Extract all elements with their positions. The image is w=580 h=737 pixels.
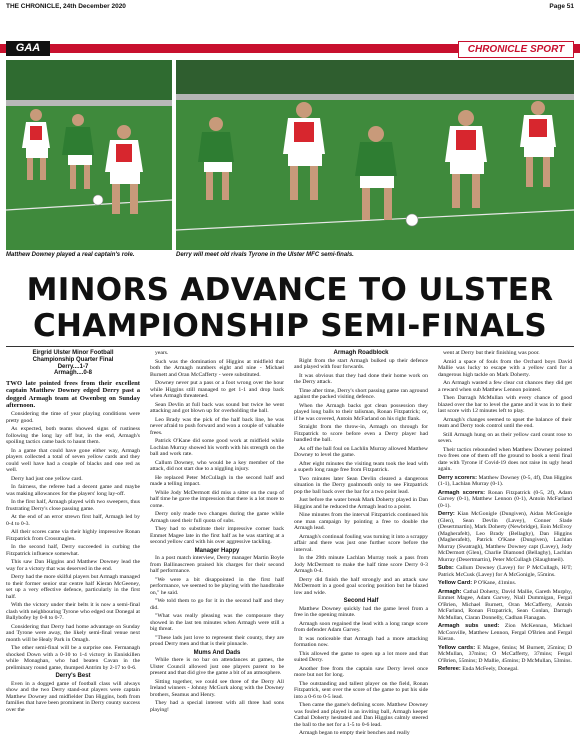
- article-paragraph: This allowed the game to open up a lot more and that suited Derry.: [294, 650, 428, 663]
- lineup-label: Derry scorers:: [438, 474, 477, 481]
- article-paragraph: He replaced Peter McCullagh in the second half and made a telling impact.: [150, 474, 284, 487]
- article-paragraph: Armagh's changes seemed to upset the balance of their team and Derry took control until the end.: [438, 416, 572, 429]
- lineup-label: Armagh subs used:: [438, 623, 500, 629]
- masthead: [0, 0, 580, 12]
- lineup-text: Ronan Fitzpatrick (0-5, 2f), Adam Garvey (0-1), Matthew Lennon (0-1), Antoin McFarland (0-1).: [438, 489, 572, 509]
- article-paragraph: Then Darragh McMullan with every chance of good blazed over the bar to level the game and it was in to their last score with 12 minutes left to play.: [438, 395, 572, 414]
- lineup-text: Cathal Doherty, David Mallie, Gareth Murphy, Emmet Magee, Adam Garvey, Niall Dummigan, Fergal O'Brien, Michael Burnett, Oran McCafferty, Antoin McFarland, Ronan Fitzpatrick, Sean Conlan, Darragh McMullan, Ciaran Donnelly, Cadhan Flanagan.: [438, 588, 572, 621]
- page-number: Page 51: [549, 3, 574, 10]
- article-paragraph: Sean Devlin at full back was sound but twice he went attacking and got blown up for overholding the ball.: [150, 401, 284, 414]
- article-paragraph: Patrick O'Kane did some good work at midfield while Lochlan Murray showed his worth with his strength on the ball and work rate.: [150, 438, 284, 457]
- subheading-derrys-best: Derry's Best: [55, 673, 91, 679]
- match-kicker: [6, 350, 140, 377]
- article-paragraph: This saw Dan Higgins and Matthew Downey lead the way for a victory that was deserved in the end.: [6, 559, 140, 572]
- article-column-3: [294, 350, 428, 736]
- article-paragraph: Matthew Downey quickly had the game level from a free in the opening minute.: [294, 605, 428, 618]
- lineup-text: Matthew Downey (0-5, 4f), Dan Higgins (1-1), Lachlan Murray (0-1).: [438, 474, 572, 487]
- article-paragraph: Straight from the throw-in, Armagh on through for Fitzpatrick to score before even a Derry player had handled the ball.: [294, 424, 428, 443]
- lineup-label: Derry:: [438, 511, 455, 517]
- article-paragraph: Derry had the more skilful players but Armagh managed to their former senior star centre half Kieran McGeeney, set up a very effective defence, particularly in the first half.: [6, 574, 140, 600]
- article-paragraph: went at Derry but their finishing was poor.: [443, 350, 540, 356]
- subheading-armagh-roadblock: Armagh Roadblock: [333, 350, 389, 356]
- article-paragraph: years.: [155, 350, 169, 356]
- article-paragraph: Two minutes later Sean Devlin cleared a dangerous situation in the Derry goalmouth only to see Fitzpatrick pop the ball back over the bar for a two point lead.: [294, 475, 428, 495]
- kicker-score-armagh: Armagh....0-8: [53, 370, 92, 377]
- article-paragraph: Amid a space of fouls from the Orchard boys David Mallie was lucky to escape with a yellow card for a dangerous high tackle on Mark Doherty.: [438, 358, 572, 378]
- article-paragraph: In the second half, Derry succeeded in curbing the Fitzpatrick influence somewhat.: [6, 544, 140, 557]
- article-paragraph: Even in a dogged game of football class will always show and the two Derry stand-out players were captain Matthew Downey and midfielder Dan Higgins, both from families that have been prominent in Derry county success over the: [6, 680, 140, 713]
- article-paragraph: Callum Downey, who would be a key member of the attack, did not start due to a niggling injury.: [150, 459, 284, 472]
- subheading-mums-and-dads: Mums And Dads: [193, 649, 241, 656]
- article-paragraph: With the victory under their belts it is now a semi-final clash with neighbouring Tyrone who edged out Donegal at Ballybofey by 0-8 to 0-7.: [6, 602, 140, 621]
- photo-left-caption: Matthew Downey played a real captain's role.: [6, 252, 135, 258]
- article-paragraph: Armagh's continual fouling was turning it into a scrappy affair and there was just one further score before the interval.: [294, 533, 428, 553]
- photo-right-caption: Derry will meet old rivals Tyrone in the Ulster MFC semi-finals.: [176, 252, 354, 258]
- article-paragraph: Their tactics rebounded when Matthew Downey pointed two frees one of them off the ground to book a semi final date with Tyrone if Covid-19 does not raise its ugly head again.: [438, 446, 572, 472]
- article-column-2: [150, 350, 284, 730]
- lineup-entry: [438, 580, 572, 587]
- lineup-entry: [438, 623, 572, 643]
- article-column-4: [438, 350, 572, 730]
- article-intro: TWO late pointed frees from their excellent captain Matthew Downey edged Derry past a dogged Armagh team at Owenbeg on Sunday afternoon.: [6, 380, 140, 409]
- kicker-competition: Eirgrid Ulster Minor Football: [32, 350, 114, 356]
- article-paragraph: "We told them to go for it in the second half and they did.: [150, 598, 284, 611]
- article-paragraph: After eight minutes the visiting team took the lead with a superb long range free from Fitzpatrick.: [294, 460, 428, 473]
- subheading-manager-happy: Manager Happy: [194, 547, 240, 554]
- article-paragraph: Right from the start Armagh bulked up their defence and played with four forwards.: [294, 357, 428, 370]
- lineup-entry: [438, 645, 572, 665]
- article-paragraph: "What was really pleasing was the composure they showed in the last ten minutes when Armagh were still a big threat.: [150, 613, 284, 632]
- lineup-label: Yellow cards:: [438, 644, 476, 651]
- article-body: [6, 350, 574, 736]
- article-paragraph: In a post match interview, Derry manager Martin Boyle from Ballinascreen praised his charges for their second half performance.: [150, 555, 284, 574]
- headline-line2: CHAMPIONSHIP SEMI-FINALS: [32, 308, 548, 344]
- article-paragraph: In a game that could have gone either way, Armagh players collected a total of seven yellow cards and they could well have had a couple of blacks and one red as well.: [6, 447, 140, 473]
- article-paragraph: "We were a bit disappointed in the first half performance, we seemed to be playing with the handbrake on," he said.: [150, 576, 284, 596]
- photo-left: [6, 60, 172, 250]
- article-paragraph: Another free from the captain saw Derry level once more but not for long.: [294, 665, 428, 678]
- lineup-text: E Magee, 6mins; M Burnett, 25mins; D McMullan, 37mins; O McCafferty, 37mins; Fergal O'Brien, 55mins; D Mallie, 45mins; D McMullan, 53mins.: [438, 644, 572, 664]
- article-paragraph: While Jody McDermott did miss a sitter on the cusp of half time he gave the impression that there is a lot more to come.: [150, 489, 284, 509]
- article-paragraph: "These lads just love to represent their county, they are proud Derry men and that is their pinnacle.: [150, 634, 284, 647]
- article-paragraph: Sitting together, we could see three of the Derry All Ireland winners - Johnny McGurk along with the Downey brothers, Seamus and Henry.: [150, 678, 284, 698]
- lineup-entry: [438, 589, 572, 622]
- article-paragraph: Considering that Derry had home advantage on Sunday and Tyrone were away, the likely semi-final venue next month will be Healy Park in Omagh.: [6, 623, 140, 643]
- lineup-label: Armagh:: [438, 588, 462, 595]
- article-column-1: [6, 350, 140, 730]
- article-paragraph: They had a special interest with all three had sons playing!: [150, 700, 284, 713]
- kicker-round: Championship Quarter Final: [32, 356, 114, 363]
- lineup-entry: [438, 666, 572, 673]
- article-paragraph: Time after time, Derry's short passing game ran aground against the packed visiting defence.: [294, 387, 428, 400]
- article-paragraph: In the first half, Armagh played with two sweepers, thus frustrating Derry's close passing game.: [6, 499, 140, 512]
- article-paragraph: In fairness, the referee had a decent game and maybe was making allowances for the players' long lay-off.: [6, 484, 140, 497]
- article-paragraph: All their scores came via their highly impressive Ronan Fitzpatrick from Crossmaglen.: [6, 529, 140, 542]
- lineup-entry: [438, 475, 572, 488]
- article-paragraph: Nine minutes from the interval Fitzpatrick continued his one man campaign by pointing a free to double the Armagh lead.: [294, 512, 428, 531]
- article-paragraph: The outstanding and tallest player on the field, Ronan Fitzpatrick, sent over the score of the game to put his side into a 0-6 to 0-5 lead.: [294, 680, 428, 700]
- article-paragraph: Considering the time of year playing conditions were pretty good.: [6, 411, 140, 424]
- headline-line1: MINORS ADVANCE TO ULSTER: [26, 272, 554, 308]
- lineup-label: Armagh scorers:: [438, 489, 486, 496]
- lineup-entry: [438, 565, 572, 578]
- lineup-entry: [438, 490, 572, 510]
- article-paragraph: They had to substitute their impressive corner back Emmet Magee late in the first half as he was starting at a second yellow card with his over aggressive tackling.: [150, 526, 284, 545]
- article-paragraph: Derry only made two changes during the game while Armagh used their full quota of subs.: [150, 511, 284, 524]
- article-paragraph: As off the ball foul on Lachlin Murray allowed Matthew Downey to level the game.: [294, 445, 428, 458]
- headline: [0, 272, 580, 344]
- article-paragraph: While there is no bar on attendances at games, the Ulster Council allowed just one players parent to be present and that did give the game a bit of an atmosphere.: [150, 657, 284, 676]
- article-paragraph: Such was the domination of Higgins at midfield that both the Armagh numbers eight and nine - Michael Burnett and Oran McCafferty - were substituted.: [150, 358, 284, 378]
- article-paragraph: It was noticeable that Armagh had a more attacking formation now.: [294, 635, 428, 648]
- article-paragraph: Just before the water break Mark Doherty played in Dan Higgins and he reduced the Armagh lead to a point.: [294, 497, 428, 510]
- article-paragraph: Armagh began to empty their benches and really: [299, 730, 410, 736]
- team-lineups: [438, 475, 572, 673]
- article-paragraph: Still Armagh hung on as their yellow card count rose to seven.: [438, 431, 572, 444]
- lineup-entry: [438, 511, 572, 563]
- lineup-text: P O'Kane, 41mins.: [472, 580, 517, 586]
- subheading-second-half: Second Half: [343, 598, 379, 604]
- article-paragraph: The other semi-final will be a surprise one. Fermanagh shocked Down with a 0-10 to 1-4 victory in Enniskillen while Monaghan, who had beaten Cavan in the preliminary round game, thumped Antrim by 2-17 to 0-6.: [6, 645, 140, 671]
- lineup-text: Zion McKennan, Michael McConville, Matthew Lennon, Fergal O'Brien and Fergal Kieran.: [438, 623, 572, 642]
- lineup-label: Subs:: [438, 565, 454, 571]
- article-paragraph: It was obvious that they had done their home work on the Derry attack.: [294, 372, 428, 385]
- article-paragraph: Then came the game's defining score. Matthew Downey was fouled and played in an inviting ball, Armagh keeper Cathal Doherty hesitated and Dan Higgins calmly steered the ball to the net for a 1-5 to 0-6 lead.: [294, 702, 428, 728]
- lineup-text: Callum Downey (Lavey) for P McCullagh, H/T; Patrick McCusk (Lavey) for A McGonigle, 55mins.: [438, 565, 572, 578]
- kicker-score-derry: Derry....1-7: [57, 363, 89, 370]
- article-paragraph: Armagh soon regained the lead with a long range score from defender Adam Garvey.: [294, 620, 428, 633]
- article-paragraph: As expected, both teams showed signs of rustiness following the long lay off but, in the end, Armagh's spoiling tactics came back to haunt them.: [6, 426, 140, 445]
- lineup-text: Kian McGonigle (Dungiven), Aidan McGonigle (Glen), Sean Devlin (Lavey), Conner Slade (Desertmartin), Mark Doherty (Newbridge), Eoin McEvoy (Magherafelt), Leo Brady (Bellaghy), Dan Higgins (Magherafelt), Patrick O'Kane (Dungiven), Lachlan Murray (Swatragh), Matthew Downey capt (Lavey), Jody McDermott (Glen), Charlie Diamond (Bellaghy), Lachlan Murray (Desertmartin), Peter McCullagh (Slaughtneil).: [438, 511, 572, 563]
- article-paragraph: Leo Brady was the pick of the half back line, he was never afraid to push forward and won a couple of valuable frees.: [150, 416, 284, 436]
- gaa-logo: GAA: [6, 41, 50, 56]
- divider: [6, 346, 574, 347]
- article-paragraph: An Armagh wasted a few clear cut chances they did get a reward when sub Matthew Lennon pointed.: [438, 380, 572, 393]
- lineup-label: Referee:: [438, 666, 461, 672]
- article-paragraph: When the Armagh backs got clean possession they played long balls to their talisman, Ronan Fitzpatrick; or, if he was covered, Antoin McFarland on his right flank.: [294, 402, 428, 422]
- article-paragraph: Downey never put a pass or a foot wrong over the hour while Higgins still managed to get 1-1 and drop back when Armagh threatened.: [150, 380, 284, 399]
- paper-date: THE CHRONICLE, 24th December 2020: [6, 3, 126, 10]
- lineup-label: Yellow Card:: [438, 580, 473, 586]
- article-paragraph: In the 29th minute Lachlan Murray took a pass from Jody McDermott to make the half time score Derry 0-3 Armagh 0-4.: [294, 555, 428, 574]
- photo-right: [176, 60, 574, 250]
- article-paragraph: At the end of an error strewn first half, Armagh led by 0-4 to 0-3.: [6, 514, 140, 527]
- chronicle-sport-logo: CHRONICLE SPORT: [458, 41, 574, 58]
- lineup-text: Enda McFeely, Donegal.: [460, 666, 519, 672]
- article-paragraph: Derry had just one yellow card.: [11, 475, 83, 482]
- article-paragraph: Derry did finish the half strongly and an attack saw McDermott in a good goal scoring position but he blazed low and wide.: [294, 576, 428, 596]
